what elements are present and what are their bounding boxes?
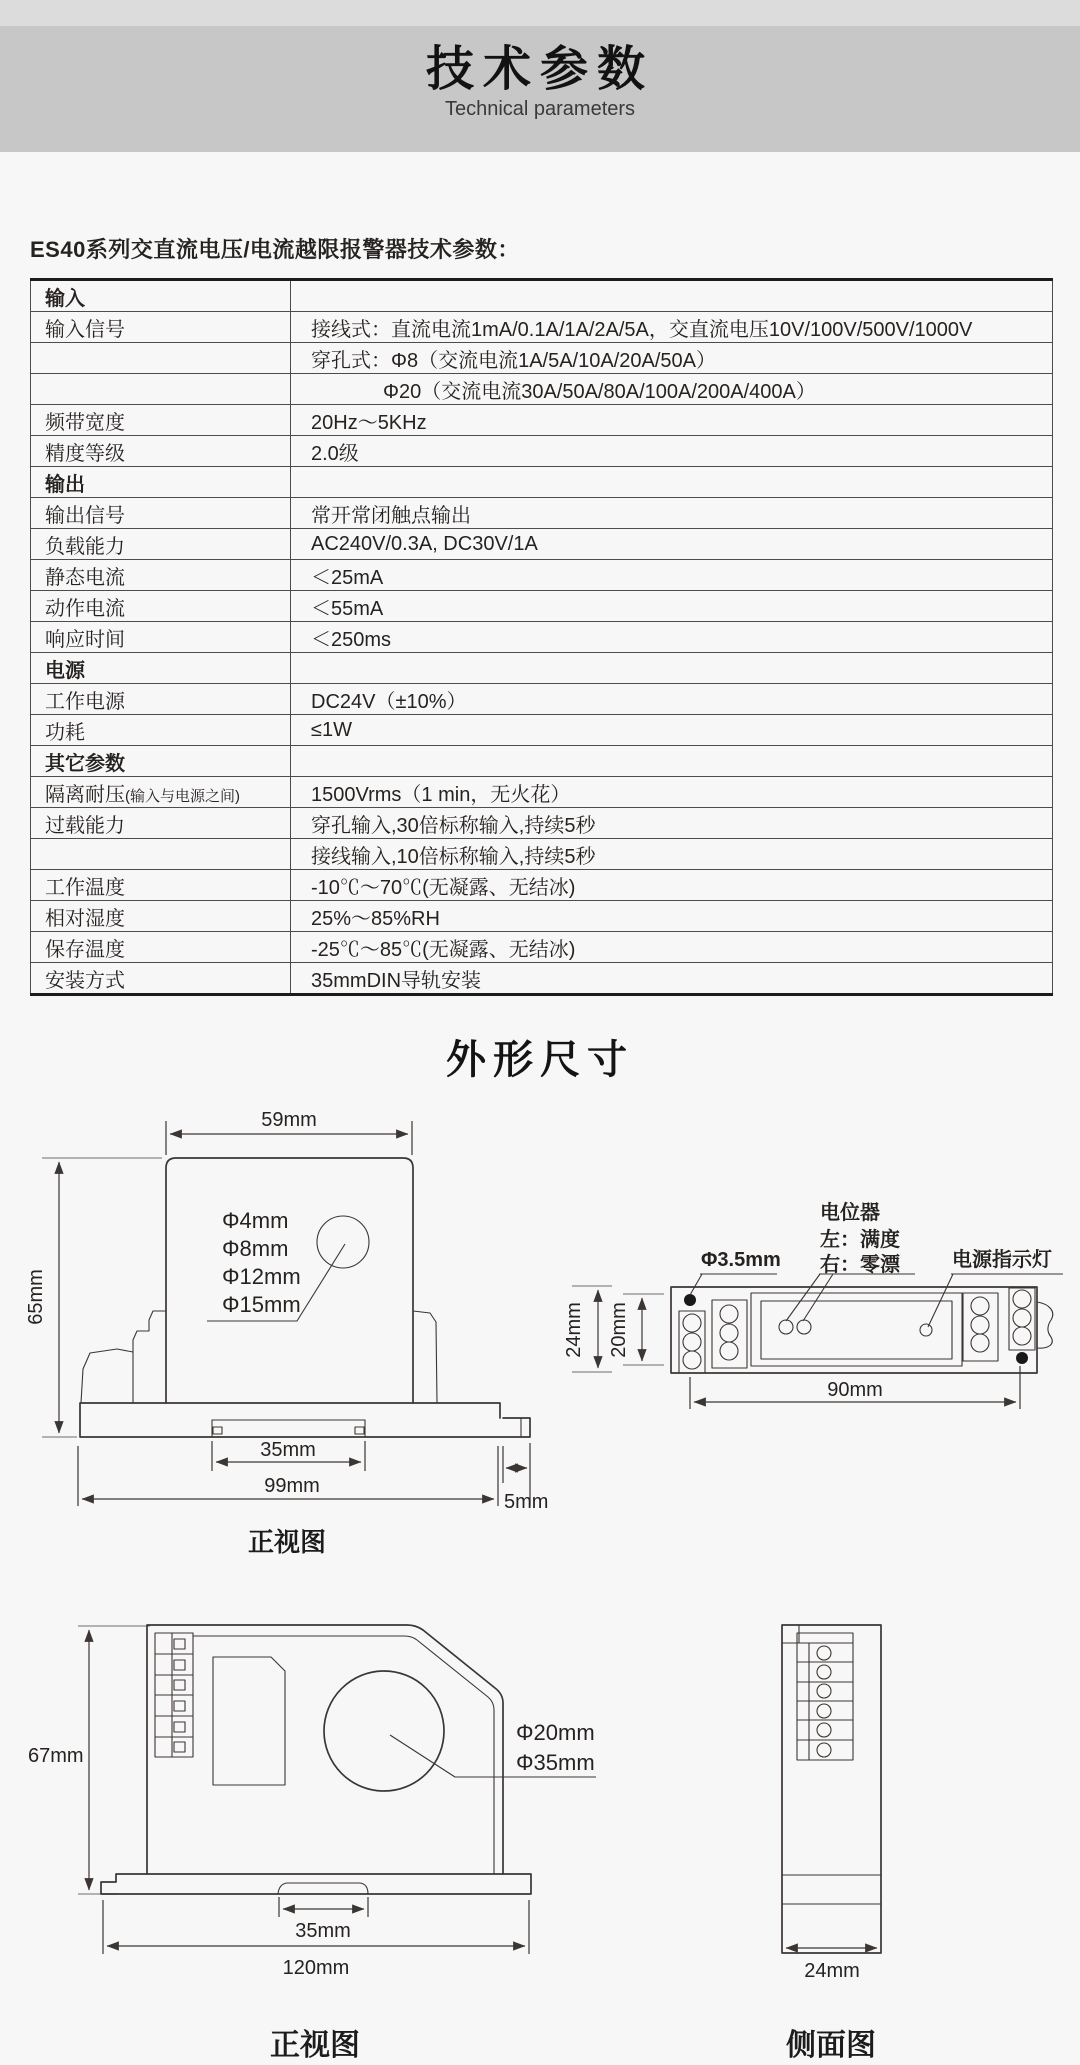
page-title: 技术参数 (425, 43, 654, 96)
pot-left-circle (779, 1320, 793, 1334)
side-view-caption: 侧面图 (786, 2029, 876, 2062)
page-subtitle: Technical parameters (444, 97, 636, 120)
table-row (31, 529, 1053, 560)
table-row (31, 280, 1053, 312)
table-row (31, 312, 1053, 343)
spec-label: 工作电源 (31, 684, 291, 715)
aperture-circle-large (324, 1671, 444, 1791)
table-row (31, 715, 1053, 746)
spec-label: 负载能力 (31, 529, 291, 560)
table-row (31, 963, 1053, 995)
spec-label: 动作电流 (31, 591, 291, 622)
spec-value: 25%～85%RH (291, 901, 1053, 932)
spec-label: 其它参数 (31, 746, 291, 777)
drawing-side-view (782, 1625, 881, 2062)
spec-value: 2.0级 (291, 436, 1053, 467)
specs-table-body (31, 280, 1053, 995)
spec-label-suffix: (输入与电源之间) (125, 787, 240, 805)
table-row (31, 808, 1053, 839)
spec-value: ＜25mA (291, 560, 1053, 591)
front-view-large-caption: 正视图 (270, 2029, 360, 2062)
table-row (31, 622, 1053, 653)
dim-67mm: 67mm (28, 1745, 84, 1767)
spec-value: 35mmDIN导轨安装 (291, 963, 1053, 995)
table-row (31, 436, 1053, 467)
table-row (31, 684, 1053, 715)
spec-label: 电源 (31, 653, 291, 684)
spec-value: 穿孔式：Φ8（交流电流1A/5A/10A/20A/50A） (291, 343, 1053, 374)
spec-label: 安装方式 (31, 963, 291, 995)
dim-120mm: 120mm (282, 1957, 350, 1979)
table-row (31, 498, 1053, 529)
spec-label: 输出 (31, 467, 291, 498)
spec-label: 精度等级 (31, 436, 291, 467)
hole-label-35mm: Φ35mm (516, 1750, 595, 1775)
dimensions-section-title: 外形尺寸 (446, 1038, 634, 1082)
spec-label: 工作温度 (31, 870, 291, 901)
spec-value: -25℃～85℃(无凝露、无结冰) (291, 932, 1053, 963)
pot-right-circle (797, 1320, 811, 1334)
spec-value: 接线输入,10倍标称输入,持续5秒 (291, 839, 1053, 870)
hole-label-20mm: Φ20mm (516, 1720, 595, 1745)
hole-label-15mm: Φ15mm (222, 1292, 301, 1317)
spec-value: ≤1W (291, 715, 1053, 746)
intro-line: ES40系列交直流电压/电流越限报警器技术参数： (30, 237, 520, 262)
spec-value: 穿孔输入,30倍标称输入,持续5秒 (291, 808, 1053, 839)
dimensions-drawings (0, 1100, 1080, 2065)
table-row (31, 932, 1053, 963)
table-row (31, 405, 1053, 436)
drawing-top-view (563, 1200, 1063, 1409)
dim-35mm: 35mm (260, 1439, 316, 1461)
table-row (31, 870, 1053, 901)
table-row (31, 591, 1053, 622)
spec-value: -10℃～70℃(无凝露、无结冰) (291, 870, 1053, 901)
table-row (31, 374, 1053, 405)
mounting-hole-bottom (1016, 1352, 1028, 1364)
spec-label (31, 374, 291, 405)
pot-title-label: 电位器 (820, 1202, 880, 1224)
table-row (31, 467, 1053, 498)
spec-label: 相对湿度 (31, 901, 291, 932)
dim-65mm: 65mm (25, 1269, 47, 1325)
dim-24mm-top-view: 24mm (563, 1302, 585, 1358)
spec-value: 常开常闭触点输出 (291, 498, 1053, 529)
spec-label: 频带宽度 (31, 405, 291, 436)
spec-label: 响应时间 (31, 622, 291, 653)
spec-value: 接线式：直流电流1mA/0.1A/1A/2A/5A，交直流电压10V/100V/500V/1000V (291, 312, 1053, 343)
spec-label: 输出信号 (31, 498, 291, 529)
dim-99mm: 99mm (264, 1475, 320, 1497)
spec-label (31, 343, 291, 374)
front-view-small-caption: 正视图 (247, 1527, 327, 1557)
spec-value: DC24V（±10%） (291, 684, 1053, 715)
header-banner (0, 26, 1080, 152)
header-top-strip (0, 0, 1080, 26)
drawing-front-view-small (25, 1109, 548, 1557)
table-row (31, 653, 1053, 684)
aperture-circle (317, 1216, 369, 1268)
power-led-circle (920, 1324, 932, 1336)
hole-label-4mm: Φ4mm (222, 1208, 289, 1233)
spec-label: 保存温度 (31, 932, 291, 963)
power-led-label: 电源指示灯 (952, 1249, 1052, 1271)
spec-value (291, 280, 1053, 312)
spec-value (291, 653, 1053, 684)
spec-value: AC240V/0.3A, DC30V/1A (291, 529, 1053, 560)
spec-value (291, 746, 1053, 777)
drawing-front-view-large (28, 1625, 596, 2062)
spec-value: ＜250ms (291, 622, 1053, 653)
specs-table (30, 278, 1053, 996)
spec-label: 功耗 (31, 715, 291, 746)
dim-35mm-large: 35mm (295, 1920, 351, 1942)
spec-label: 静态电流 (31, 560, 291, 591)
spec-value: 1500Vrms（1 min，无火花） (291, 777, 1053, 808)
table-row (31, 343, 1053, 374)
dim-5mm: 5mm (504, 1491, 549, 1513)
hole-label-8mm: Φ8mm (222, 1236, 289, 1261)
table-row (31, 746, 1053, 777)
dim-24mm-side-view: 24mm (804, 1960, 860, 1982)
spec-label: 过载能力 (31, 808, 291, 839)
pot-left-label: 左：满度 (820, 1229, 900, 1251)
spec-value: Φ20（交流电流30A/50A/80A/100A/200A/400A） (291, 374, 1053, 405)
table-row (31, 560, 1053, 591)
hole-3-5mm-label: Φ3.5mm (701, 1249, 781, 1271)
table-row (31, 839, 1053, 870)
spec-label: 输入 (31, 280, 291, 312)
mounting-hole-top (684, 1294, 696, 1306)
dim-59mm: 59mm (261, 1109, 317, 1131)
spec-label: 输入信号 (31, 312, 291, 343)
spec-value: 20Hz～5KHz (291, 405, 1053, 436)
table-row (31, 901, 1053, 932)
dim-90mm: 90mm (827, 1379, 883, 1401)
pot-right-label: 右：零漂 (820, 1254, 900, 1276)
dim-20mm-top-view: 20mm (608, 1302, 630, 1358)
hole-label-12mm: Φ12mm (222, 1264, 301, 1289)
spec-value (291, 467, 1053, 498)
spec-value: ＜55mA (291, 591, 1053, 622)
spec-label (31, 839, 291, 870)
spec-label: 隔离耐压(输入与电源之间) (31, 777, 291, 808)
table-row (31, 777, 1053, 808)
